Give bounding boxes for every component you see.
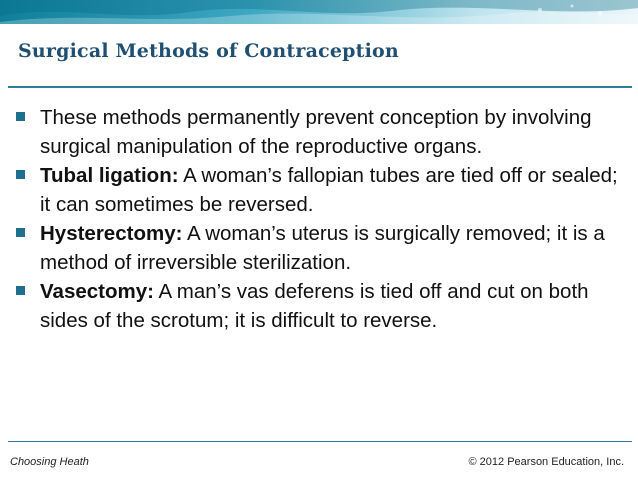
slide-title: Surgical Methods of Contraception xyxy=(18,40,399,62)
square-bullet-icon xyxy=(16,112,25,121)
bullet-term: Tubal ligation: xyxy=(40,164,179,187)
footer-copyright: © 2012 Pearson Education, Inc. xyxy=(468,456,624,468)
square-bullet-icon xyxy=(16,170,25,179)
footer-book-title: Choosing Heath xyxy=(10,456,89,468)
bullet-item xyxy=(14,103,626,161)
bullet-text: A man’s vas deferens is tied off and cut on both sides of the scrotum; it is difficult to reverse. xyxy=(40,280,589,332)
bullet-text: These methods permanently prevent conception by involving surgical manipulation of the reproductive organs. xyxy=(40,106,592,158)
bullet-text: A woman’s uterus is surgically removed; it is a method of irreversible sterilization. xyxy=(40,222,605,274)
square-bullet-icon xyxy=(16,286,25,295)
bullet-term: Vasectomy: xyxy=(40,280,154,303)
title-divider xyxy=(8,86,632,88)
footer-divider xyxy=(8,441,632,442)
bullet-item xyxy=(14,161,626,219)
bullet-term: Hysterectomy: xyxy=(40,222,183,245)
banner-wave-decoration xyxy=(0,0,638,24)
bullet-item xyxy=(14,219,626,277)
square-bullet-icon xyxy=(16,228,25,237)
top-banner xyxy=(0,0,638,24)
bullet-list xyxy=(14,103,626,335)
bullet-item xyxy=(14,277,626,335)
bullet-text: A woman’s fallopian tubes are tied off or sealed; it can sometimes be reversed. xyxy=(40,164,618,216)
